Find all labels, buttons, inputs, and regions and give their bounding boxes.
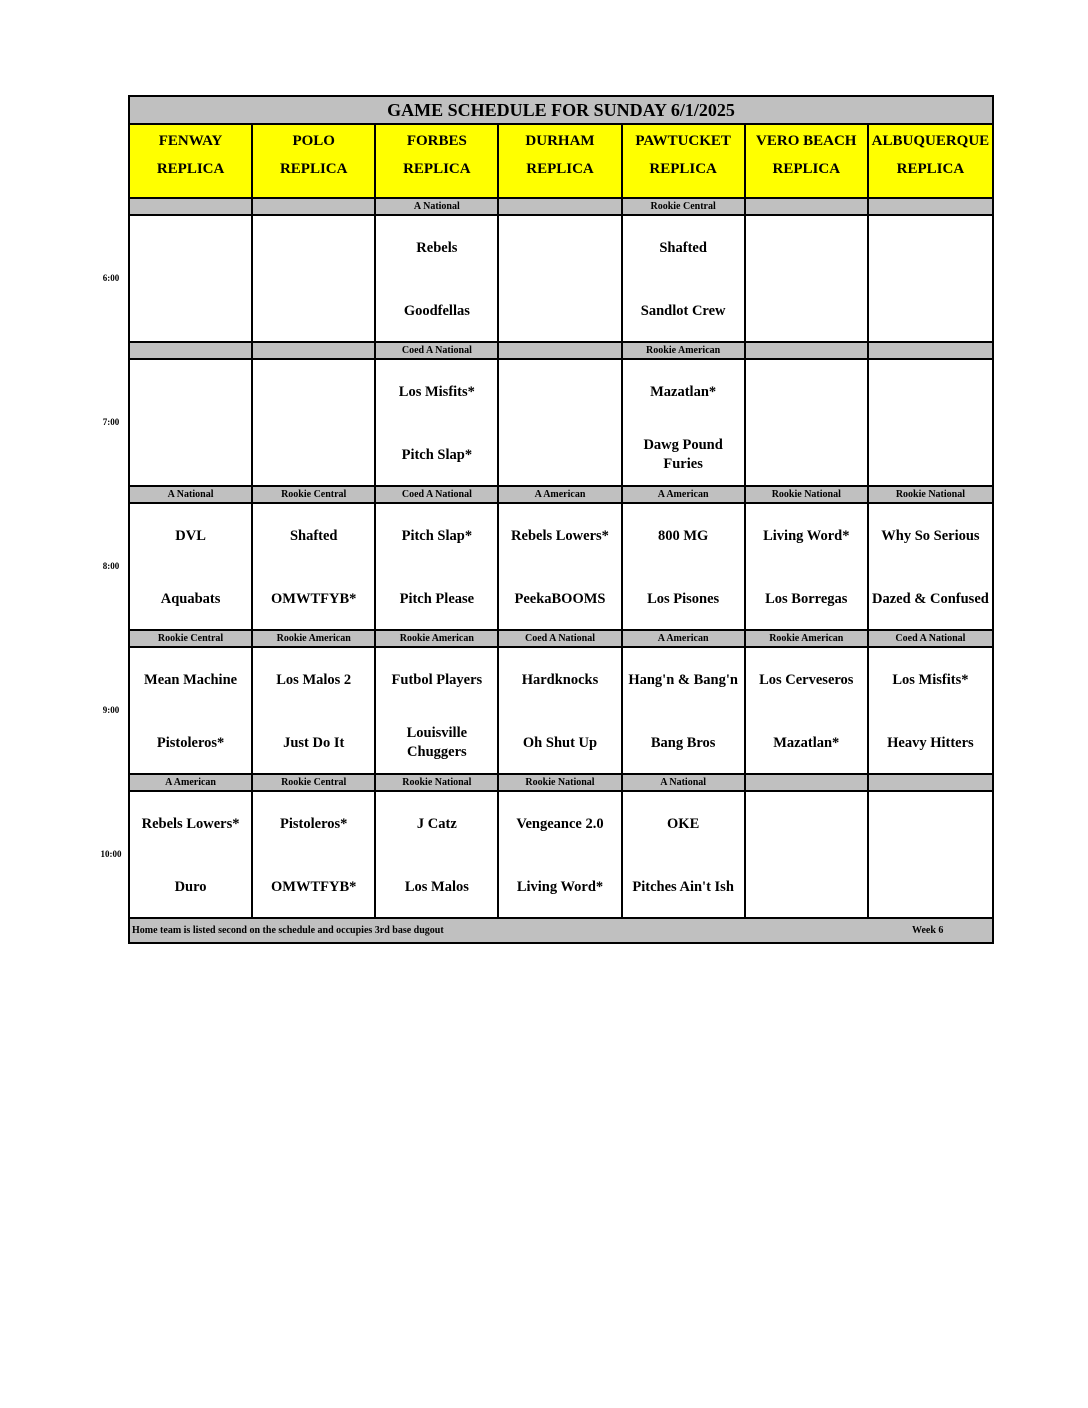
game-cell	[623, 504, 746, 629]
home-team: Sandlot Crew	[640, 302, 726, 319]
away-team: Vengeance 2.0	[516, 815, 604, 832]
away-team: OKE	[667, 815, 700, 832]
home-team: Los Pisones	[647, 590, 720, 607]
schedule-footer	[130, 917, 992, 942]
home-team: Bang Bros	[650, 734, 716, 751]
away-team: DVL	[175, 527, 206, 544]
home-team	[869, 292, 992, 330]
home-team	[746, 868, 867, 906]
field-header-row	[130, 125, 992, 197]
away-team	[869, 373, 992, 411]
game-cell	[499, 648, 622, 773]
field-header	[746, 125, 869, 197]
game-cell	[746, 216, 869, 341]
home-team: Dazed & Confused	[872, 590, 989, 607]
field-type: REPLICA	[896, 161, 965, 177]
home-team	[869, 436, 992, 474]
game-cell	[869, 360, 992, 485]
home-team: Dawg Pound Furies	[643, 437, 723, 472]
away-team: Los Malos 2	[276, 671, 352, 688]
home-team	[746, 292, 867, 330]
home-team: Pitch Please	[399, 590, 475, 607]
home-team: Just Do It	[283, 734, 345, 751]
away-team: Los Misfits*	[892, 671, 969, 688]
game-cell	[253, 792, 376, 917]
home-team: Aquabats	[160, 590, 221, 607]
field-type: REPLICA	[649, 161, 717, 177]
division-label: A National	[130, 487, 253, 502]
away-team	[746, 373, 867, 411]
division-label: Rookie National	[869, 487, 992, 502]
away-team: Futbol Players	[391, 671, 483, 688]
games-row	[130, 504, 992, 629]
home-team: Louisville Chuggers	[406, 725, 468, 760]
away-team: Los Cerveseros	[759, 671, 854, 688]
field-header	[376, 125, 499, 197]
away-team: Mean Machine	[144, 671, 238, 688]
away-team	[746, 805, 867, 843]
division-label: A National	[623, 775, 746, 790]
home-team	[499, 436, 620, 474]
division-label: Rookie American	[623, 343, 746, 358]
home-team: Mazatlan*	[773, 734, 840, 751]
game-cell	[376, 792, 499, 917]
field-type: REPLICA	[279, 161, 348, 177]
field-header	[869, 125, 992, 197]
home-team: Duro	[174, 878, 207, 895]
game-cell	[376, 216, 499, 341]
game-cell	[623, 792, 746, 917]
game-cell	[499, 792, 622, 917]
time-label: 7:00	[102, 417, 120, 427]
home-team: Pitches Ain't Ish	[632, 878, 734, 895]
game-cell	[746, 504, 869, 629]
game-cell	[623, 216, 746, 341]
away-team: Rebels	[416, 239, 458, 256]
division-label: A American	[623, 487, 746, 502]
game-cell	[130, 792, 253, 917]
division-row	[130, 773, 992, 792]
home-team: Los Malos	[404, 878, 469, 895]
field-type: REPLICA	[772, 161, 841, 177]
field-header	[623, 125, 746, 197]
game-cell	[130, 360, 253, 485]
division-label: Rookie American	[746, 631, 869, 646]
field-name: PAWTUCKET	[635, 133, 731, 149]
away-team: J Catz	[416, 815, 457, 832]
games-row	[130, 792, 992, 917]
away-team: Los Misfits*	[398, 383, 475, 400]
division-label	[869, 199, 992, 214]
division-label: Coed A National	[376, 343, 499, 358]
division-label	[253, 343, 376, 358]
away-team	[869, 229, 992, 267]
away-team: Hang'n & Bang'n	[628, 671, 738, 688]
away-team: Shafted	[659, 239, 707, 256]
game-cell	[130, 648, 253, 773]
field-type: REPLICA	[156, 161, 225, 177]
division-label	[746, 775, 869, 790]
division-label	[499, 199, 622, 214]
away-team: Rebels Lowers*	[511, 527, 609, 544]
division-label: Rookie American	[253, 631, 376, 646]
game-cell	[869, 792, 992, 917]
division-label: Rookie Central	[253, 775, 376, 790]
game-cell	[253, 504, 376, 629]
time-label: 6:00	[102, 273, 120, 283]
game-cell	[253, 360, 376, 485]
home-team	[869, 868, 992, 906]
game-cell	[869, 648, 992, 773]
game-cell	[746, 360, 869, 485]
home-team	[130, 436, 251, 474]
game-cell	[869, 216, 992, 341]
away-team	[253, 229, 374, 267]
division-label	[746, 199, 869, 214]
home-team	[499, 292, 620, 330]
away-team: Why So Serious	[881, 527, 980, 544]
away-team	[746, 229, 867, 267]
division-row	[130, 485, 992, 504]
division-label: Coed A National	[499, 631, 622, 646]
division-label: Coed A National	[869, 631, 992, 646]
home-team: Pitch Slap*	[401, 446, 473, 463]
field-name: FORBES	[406, 133, 467, 149]
division-label: A American	[623, 631, 746, 646]
game-cell	[253, 216, 376, 341]
division-label	[869, 775, 992, 790]
home-team: OMWTFYB*	[271, 878, 357, 895]
division-label: Rookie Central	[130, 631, 253, 646]
games-row	[130, 216, 992, 341]
time-slots	[130, 197, 992, 917]
away-team: Pitch Slap*	[401, 527, 473, 544]
game-cell	[376, 648, 499, 773]
game-cell	[623, 360, 746, 485]
division-label: Rookie Central	[623, 199, 746, 214]
field-name: ALBUQUERQUE	[871, 133, 990, 149]
division-row	[130, 197, 992, 216]
home-team: Pistoleros*	[156, 734, 225, 751]
game-cell	[376, 360, 499, 485]
home-team: PeekaBOOMS	[514, 590, 606, 607]
field-name: FENWAY	[158, 133, 223, 149]
schedule-title: GAME SCHEDULE FOR SUNDAY 6/1/2025	[130, 97, 992, 125]
home-team	[253, 436, 374, 474]
away-team	[499, 229, 620, 267]
game-cell	[746, 792, 869, 917]
game-cell	[623, 648, 746, 773]
game-cell	[499, 216, 622, 341]
home-team: Los Borregas	[765, 590, 848, 607]
division-label: Rookie National	[746, 487, 869, 502]
field-header	[130, 125, 253, 197]
time-label: 9:00	[102, 705, 120, 715]
home-team	[746, 436, 867, 474]
division-label: A American	[499, 487, 622, 502]
away-team: Rebels Lowers*	[141, 815, 240, 832]
game-cell	[376, 504, 499, 629]
home-team: Heavy Hitters	[887, 734, 974, 751]
away-team	[253, 373, 374, 411]
away-team	[869, 805, 992, 843]
game-cell	[869, 504, 992, 629]
division-row	[130, 629, 992, 648]
division-label	[499, 343, 622, 358]
division-label: A National	[376, 199, 499, 214]
game-cell	[746, 648, 869, 773]
home-team	[253, 292, 374, 330]
away-team: Pistoleros*	[280, 815, 348, 832]
away-team: Living Word*	[763, 527, 850, 544]
home-team: OMWTFYB*	[271, 590, 357, 607]
away-team	[499, 373, 620, 411]
game-cell	[130, 504, 253, 629]
division-label	[746, 343, 869, 358]
home-team: Living Word*	[516, 878, 604, 895]
field-header	[253, 125, 376, 197]
away-team: Shafted	[289, 527, 338, 544]
division-label: Rookie National	[499, 775, 622, 790]
games-row	[130, 360, 992, 485]
games-row	[130, 648, 992, 773]
field-header	[499, 125, 622, 197]
game-cell	[130, 216, 253, 341]
game-cell	[499, 504, 622, 629]
field-name: DURHAM	[525, 133, 595, 149]
game-cell	[253, 648, 376, 773]
field-type: REPLICA	[526, 161, 594, 177]
home-team	[130, 292, 251, 330]
division-label	[253, 199, 376, 214]
week-label: Week 6	[912, 925, 944, 936]
division-label: Rookie National	[376, 775, 499, 790]
home-team: Oh Shut Up	[522, 734, 598, 751]
time-label: 8:00	[102, 561, 120, 571]
away-team	[130, 229, 251, 267]
home-team-note: Home team is listed second on the schedule and occupies 3rd base dugout	[132, 925, 444, 936]
division-label: Rookie Central	[253, 487, 376, 502]
division-row	[130, 341, 992, 360]
field-name: POLO	[292, 133, 335, 149]
division-label	[130, 343, 253, 358]
away-team: Mazatlan*	[650, 383, 717, 400]
home-team: Goodfellas	[403, 302, 470, 319]
away-team: 800 MG	[657, 527, 709, 544]
field-type: REPLICA	[403, 161, 471, 177]
division-label	[869, 343, 992, 358]
division-label	[130, 199, 253, 214]
field-name: VERO BEACH	[756, 133, 857, 149]
division-label: A American	[130, 775, 253, 790]
division-label: Rookie American	[376, 631, 499, 646]
time-label: 10:00	[100, 849, 122, 859]
division-label: Coed A National	[376, 487, 499, 502]
away-team: Hardknocks	[521, 671, 599, 688]
schedule-sheet	[128, 95, 994, 944]
away-team	[130, 373, 251, 411]
game-cell	[499, 360, 622, 485]
